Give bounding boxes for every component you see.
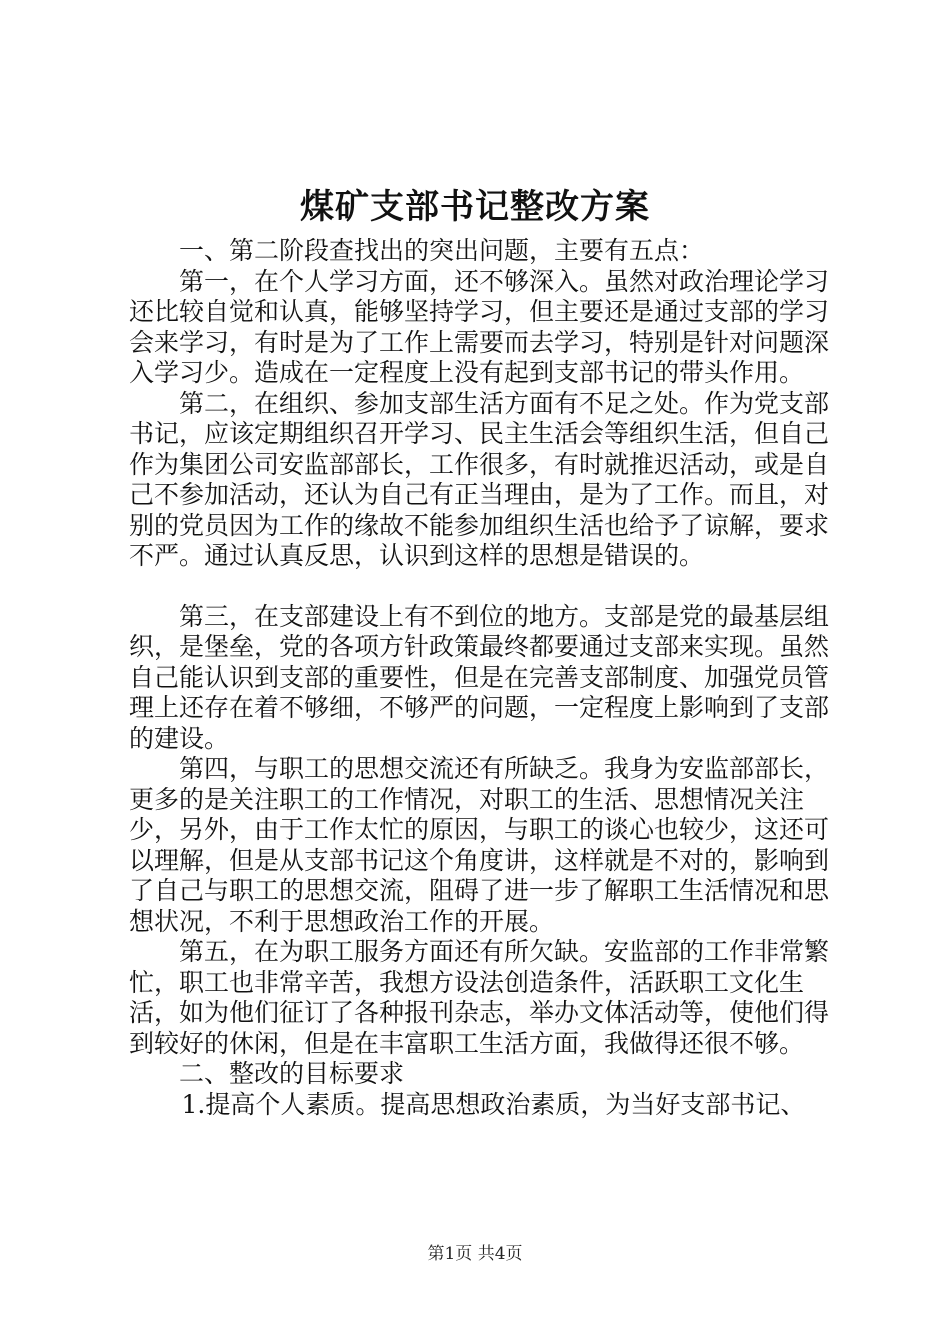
paragraph-goal-one: 1.提高个人素质。提高思想政治素质，为当好支部书记、 [181, 1089, 806, 1119]
document-body [129, 236, 835, 1120]
paragraph-fifth-point: 第五，在为职工服务方面还有所欠缺。安监部的工作非常繁忙，职工也非常辛苦，我想方设法创造条件，活跃职工文化生活，如为他们征订了各种报刊杂志，举办文体活动等，使他们得到较好的休闲，但是在丰富职工生活方面，我做得还很不够。 [129, 937, 830, 1058]
page-number-footer: 第1页 共4页 [427, 1244, 523, 1264]
paragraph-fourth-point: 第四，与职工的思想交流还有所缺乏。我身为安监部部长，更多的是关注职工的工作情况，对职工的生活、思想情况关注少，另外，由于工作太忙的原因，与职工的谈心也较少，这还可以理解，但是从支部书记这个角度讲，这样就是不对的，影响到了自己与职工的思想交流，阻碍了进一步了解职工生活情况和思想状况，不利于思想政治工作的开展。 [129, 754, 830, 936]
section-heading-goals: 二、整改的目标要求 [179, 1059, 405, 1088]
paragraph-third-point: 第三，在支部建设上有不到位的地方。支部是党的最基层组织，是堡垒，党的各项方针政策最终都要通过支部来实现。虽然自己能认识到支部的重要性，但是在完善支部制度、加强党员管理上还存在着不够细，不够严的问题，一定程度上影响到了支部的建设。 [129, 601, 830, 753]
paragraph-second-point: 第二，在组织、参加支部生活方面有不足之处。作为党支部书记，应该定期组织召开学习、民主生活会等组织生活，但自己作为集团公司安监部部长，工作很多，有时就推迟活动，或是自己不参加活动，还认为自己有正当理由，是为了工作。而且，对别的党员因为工作的缘故不能参加组织生活也给予了谅解，要求不严。通过认真反思，认识到这样的思想是错误的。 [129, 388, 830, 570]
paragraph-first-point: 第一，在个人学习方面，还不够深入。虽然对政治理论学习还比较自觉和认真，能够坚持学习，但主要还是通过支部的学习会来学习，有时是为了工作上需要而去学习，特别是针对问题深入学习少。造成在一定程度上没有起到支部书记的带头作用。 [129, 266, 830, 387]
section-heading-problems: 一、第二阶段查找出的突出问题，主要有五点： [179, 236, 705, 265]
document-title: 煤矿支部书记整改方案 [300, 187, 650, 227]
